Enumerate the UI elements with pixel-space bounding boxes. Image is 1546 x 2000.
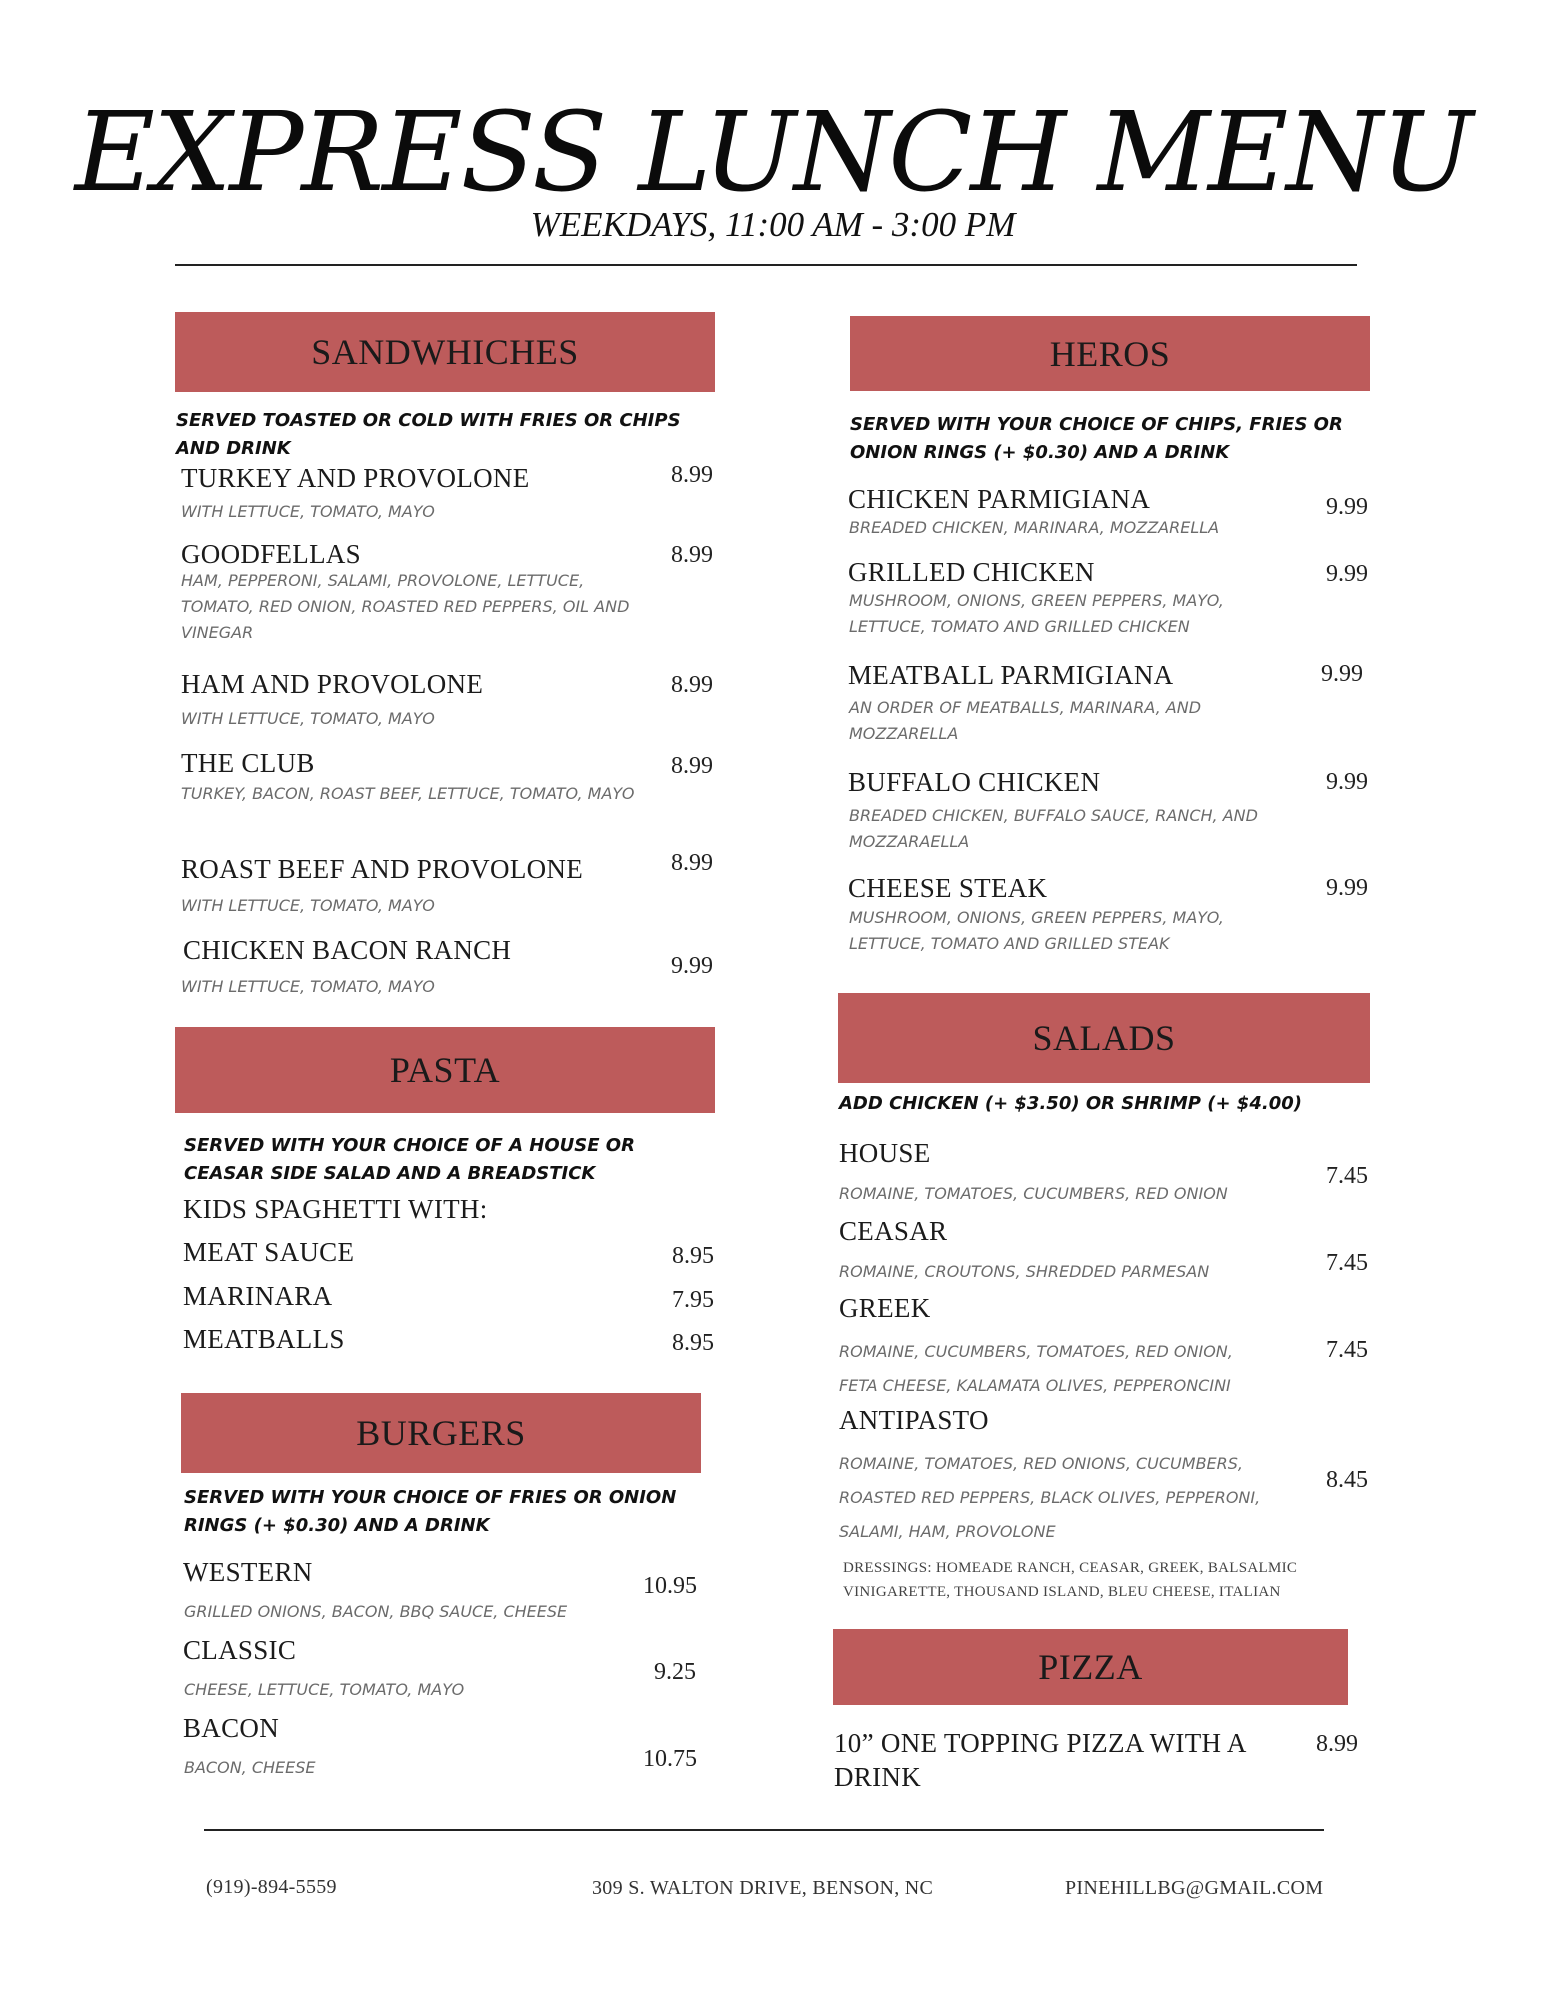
menu-item-price: 7.45: [1326, 1337, 1368, 1363]
menu-item-name: HOUSE: [839, 1138, 931, 1168]
section-heading-salads: SALADS: [838, 993, 1370, 1083]
menu-item-name: TURKEY AND PROVOLONE: [181, 463, 530, 493]
menu-item-price: 7.45: [1326, 1163, 1368, 1189]
menu-item-name: CHEESE STEAK: [848, 873, 1048, 903]
menu-item-name: WESTERN: [183, 1557, 313, 1587]
menu-item-name: MEATBALL PARMIGIANA: [848, 660, 1174, 690]
menu-item-description: ROMAINE, CUCUMBERS, TOMATOES, RED ONION, FETA CHEESE, KALAMATA OLIVES, PEPPERONCINI: [839, 1342, 1233, 1395]
menu-item-price: 8.45: [1326, 1467, 1368, 1493]
menu-item-description: ROMAINE, CROUTONS, SHREDDED PARMESAN: [839, 1262, 1210, 1281]
menu-item-price: 9.99: [1326, 494, 1368, 520]
menu-item-description: TURKEY, BACON, ROAST BEEF, LETTUCE, TOMATO, MAYO: [181, 784, 635, 803]
menu-item-name: THE CLUB: [181, 748, 315, 778]
menu-item-name: CHICKEN BACON RANCH: [183, 935, 512, 965]
menu-item-price: 9.99: [1321, 661, 1363, 687]
menu-item-name: MEAT SAUCE: [183, 1237, 355, 1267]
footer-phone: (919)-894-5559: [206, 1876, 337, 1898]
menu-title: EXPRESS LUNCH MENU: [74, 88, 1472, 216]
menu-item-name: GRILLED CHICKEN: [848, 557, 1095, 587]
menu-item-description: BACON, CHEESE: [184, 1758, 316, 1777]
menu-item-name: ANTIPASTO: [839, 1405, 989, 1435]
menu-item-description: ROMAINE, TOMATOES, CUCUMBERS, RED ONION: [839, 1184, 1228, 1203]
section-heading-heros: HEROS: [850, 316, 1370, 391]
salads-note: ADD CHICKEN (+ $3.50) OR SHRIMP (+ $4.00): [839, 1093, 1302, 1114]
menu-item-price: 9.99: [671, 953, 713, 979]
menu-item-price: 8.99: [671, 850, 713, 876]
menu-item-price: 9.99: [1326, 875, 1368, 901]
menu-item-price: 7.95: [672, 1287, 714, 1313]
sandwiches-note: SERVED TOASTED OR COLD WITH FRIES OR CHIPS AND DRINK: [176, 410, 681, 459]
menu-item-name: 10” ONE TOPPING PIZZA WITH A DRINK: [834, 1728, 1246, 1792]
menu-item-price: 8.99: [671, 542, 713, 568]
footer-divider: [204, 1829, 1324, 1831]
menu-item-description: WITH LETTUCE, TOMATO, MAYO: [181, 896, 435, 915]
pasta-subheading: KIDS SPAGHETTI WITH:: [183, 1194, 488, 1224]
menu-item-name: MARINARA: [183, 1281, 333, 1311]
menu-item-description: MUSHROOM, ONIONS, GREEN PEPPERS, MAYO, LETTUCE, TOMATO AND GRILLED STEAK: [849, 908, 1224, 953]
menu-item-price: 10.75: [643, 1746, 697, 1772]
heros-note: SERVED WITH YOUR CHOICE OF CHIPS, FRIES OR ONION RINGS (+ $0.30) AND A DRINK: [850, 414, 1343, 463]
menu-item-price: 8.99: [1316, 1731, 1358, 1757]
footer-address: 309 S. WALTON DRIVE, BENSON, NC: [592, 1877, 934, 1899]
menu-item-price: 9.99: [1326, 769, 1368, 795]
menu-item-name: BACON: [183, 1713, 280, 1743]
menu-item-description: BREADED CHICKEN, MARINARA, MOZZARELLA: [849, 518, 1220, 537]
menu-item-name: CHICKEN PARMIGIANA: [848, 484, 1151, 514]
menu-item-name: GREEK: [839, 1293, 931, 1323]
salad-dressings: DRESSINGS: HOMEADE RANCH, CEASAR, GREEK, BALSALMIC VINIGARETTE, THOUSAND ISLAND, BLEU CHEESE, ITALIAN: [843, 1560, 1298, 1600]
menu-item-description: GRILLED ONIONS, BACON, BBQ SAUCE, CHEESE: [184, 1602, 568, 1621]
menu-item-name: MEATBALLS: [183, 1324, 345, 1354]
pasta-note: SERVED WITH YOUR CHOICE OF A HOUSE OR CEASAR SIDE SALAD AND A BREADSTICK: [184, 1135, 635, 1184]
section-heading-sandwiches: SANDWHICHES: [175, 312, 715, 392]
menu-hours: WEEKDAYS, 11:00 AM - 3:00 PM: [530, 205, 1016, 244]
menu-item-price: 10.95: [643, 1573, 697, 1599]
menu-item-name: GOODFELLAS: [181, 539, 362, 569]
header-divider: [175, 264, 1357, 266]
menu-item-description: AN ORDER OF MEATBALLS, MARINARA, AND MOZZARELLA: [849, 698, 1202, 743]
menu-item-price: 8.95: [672, 1330, 714, 1356]
menu-item-name: ROAST BEEF AND PROVOLONE: [181, 854, 583, 884]
menu-item-price: 9.99: [1326, 561, 1368, 587]
menu-item-name: CLASSIC: [183, 1635, 297, 1665]
menu-item-price: 9.25: [654, 1659, 696, 1685]
menu-item-name: HAM AND PROVOLONE: [181, 669, 484, 699]
menu-item-price: 8.95: [672, 1243, 714, 1269]
menu-item-name: CEASAR: [839, 1216, 948, 1246]
menu-item-description: WITH LETTUCE, TOMATO, MAYO: [181, 709, 435, 728]
menu-item-price: 8.99: [671, 672, 713, 698]
section-heading-burgers: BURGERS: [181, 1393, 701, 1473]
menu-item-description: WITH LETTUCE, TOMATO, MAYO: [181, 502, 435, 521]
menu-item-description: ROMAINE, TOMATOES, RED ONIONS, CUCUMBERS, ROASTED RED PEPPERS, BLACK OLIVES, PEPPERONI, SALAMI, HAM, PROVOLONE: [839, 1454, 1261, 1541]
menu-item-description: CHEESE, LETTUCE, TOMATO, MAYO: [184, 1680, 465, 1699]
burgers-note: SERVED WITH YOUR CHOICE OF FRIES OR ONION RINGS (+ $0.30) AND A DRINK: [184, 1487, 677, 1536]
menu-item-description: BREADED CHICKEN, BUFFALO SAUCE, RANCH, AND MOZZARAELLA: [849, 806, 1258, 851]
section-heading-pasta: PASTA: [175, 1027, 715, 1113]
menu-item-price: 8.99: [671, 462, 713, 488]
menu-item-price: 8.99: [671, 753, 713, 779]
menu-item-name: BUFFALO CHICKEN: [848, 767, 1101, 797]
menu-item-description: MUSHROOM, ONIONS, GREEN PEPPERS, MAYO, LETTUCE, TOMATO AND GRILLED CHICKEN: [849, 591, 1224, 636]
menu-item-price: 7.45: [1326, 1250, 1368, 1276]
footer-email: PINEHILLBG@GMAIL.COM: [1065, 1877, 1324, 1899]
menu-item-description: WITH LETTUCE, TOMATO, MAYO: [181, 977, 435, 996]
section-heading-pizza: PIZZA: [833, 1629, 1348, 1705]
menu-item-description: HAM, PEPPERONI, SALAMI, PROVOLONE, LETTUCE, TOMATO, RED ONION, ROASTED RED PEPPERS, OIL AND VINEGAR: [181, 571, 630, 642]
